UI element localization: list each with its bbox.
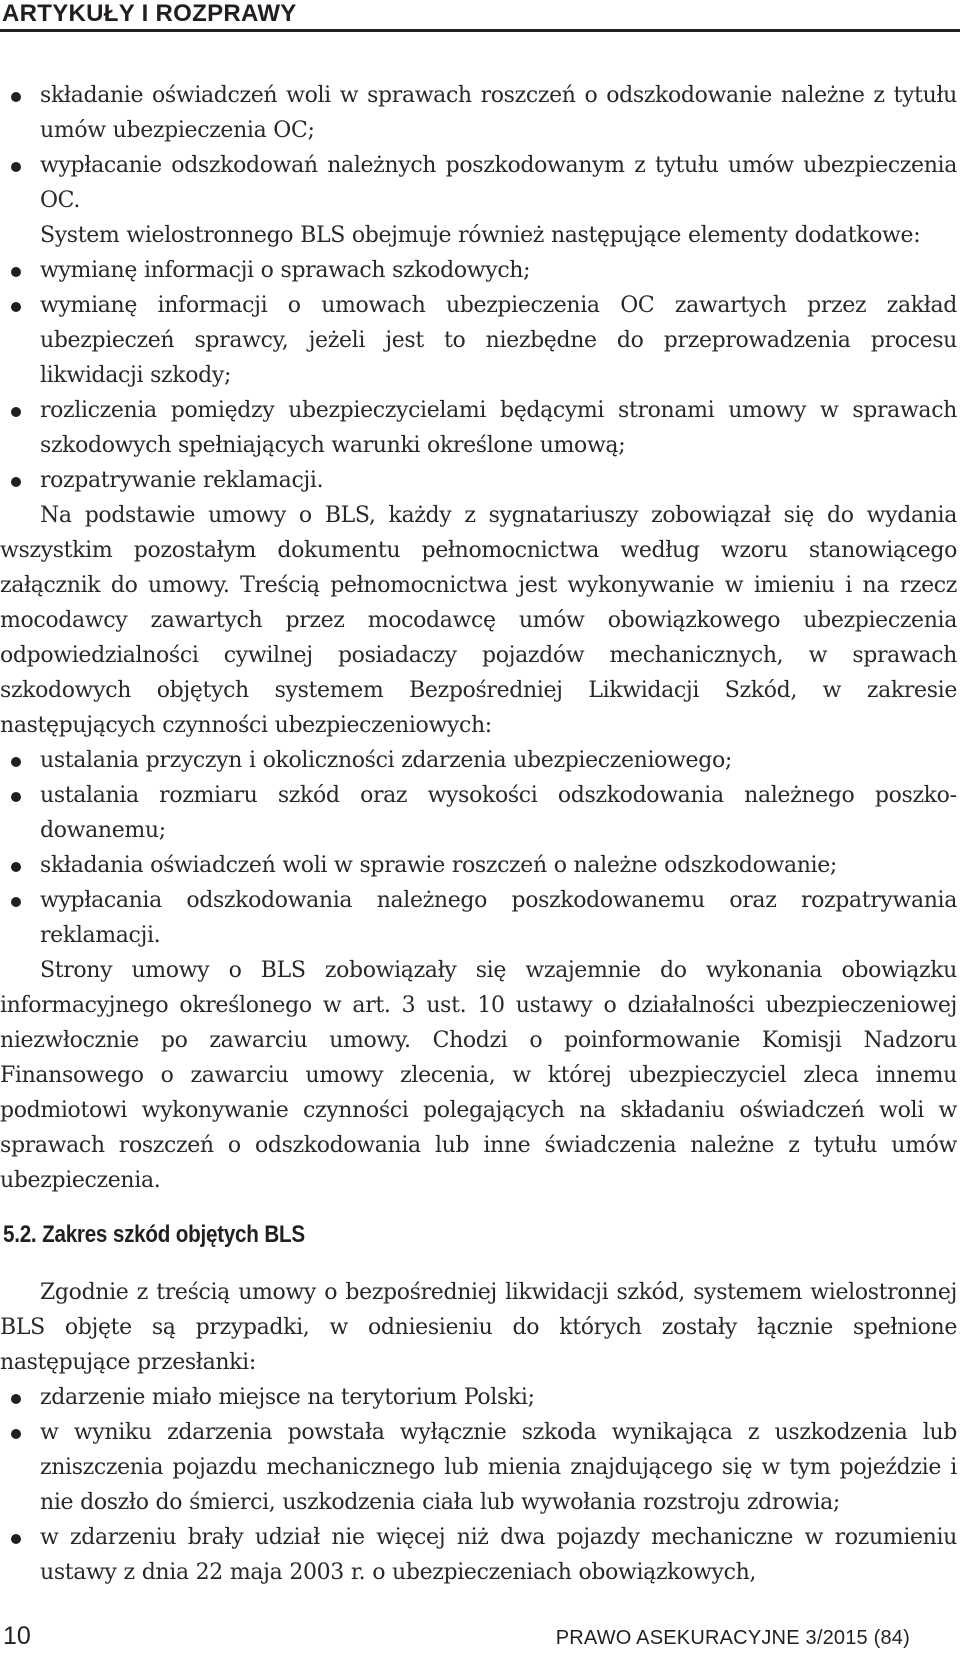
- list-item-text: rozpatrywanie reklamacji.: [40, 468, 324, 493]
- list-item: [0, 848, 957, 883]
- section-title: ARTYKUŁY I ROZPRAWY: [2, 0, 297, 27]
- list-item-text: wymianę informacji o sprawach szkodowych;: [40, 258, 531, 283]
- bullet-icon: [11, 1429, 21, 1439]
- header-rule: [0, 29, 960, 32]
- page-number: 10: [3, 1622, 31, 1650]
- bullet-icon: [11, 267, 21, 277]
- bullet-list-additional-elements: [0, 253, 957, 498]
- list-item-text: wypłacania odszkodowania należnego poszkodowanemu oraz rozpatrywania reklamacji.: [40, 888, 957, 948]
- list-item: [0, 78, 957, 148]
- paragraph: Strony umowy o BLS zobowiązały się wzajemnie do wykonania obowiązku informacyjnego określonego w art. 3 ust. 10 ustawy o działalności ubezpieczeniowej niezwłocznie po zawarciu umowy. Chodzi o poinformowanie Komisji Nadzoru Finansowego o zawarciu umowy zlecenia, w której ubezpieczyciel zleca innemu podmiotowi wykonywanie czynności polegających na składaniu oświadczeń woli w sprawach roszczeń o odszkodowania lub inne świadczenia należne z tytułu umów ubezpieczenia.: [0, 958, 957, 1193]
- page-header: [0, 0, 960, 34]
- paragraph: Na podstawie umowy o BLS, każdy z sygnatariuszy zobowiązał się do wydania wszystkim pozostałym dokumentu pełnomocnictwa według wzoru stanowiącego załącznik do umowy. Treścią pełnomocnictwa jest wykonywanie w imieniu i na rzecz mocodawcy zawartych przez mocodawcę umów obowiązkowego ubezpieczenia odpowiedzialności cywilnej posiadaczy pojazdów mechanicznych, w sprawach szkodowych objętych systemem Bezpośredniej Likwidacji Szkód, w zakresie następujących czynności ubezpieczeniowych:: [0, 503, 957, 738]
- list-item: [0, 393, 957, 463]
- list-item: [0, 288, 957, 393]
- list-item: [0, 778, 957, 848]
- bullet-icon: [11, 757, 21, 767]
- section-heading: 5.2. Zakres szkód objętych BLS: [3, 1221, 305, 1248]
- list-item: [0, 148, 957, 218]
- list-item-text: ustalania rozmiaru szkód oraz wysokości odszkodowania należnego poszkodowanemu;: [40, 783, 957, 843]
- paragraph: Zgodnie z treścią umowy o bezpośredniej likwidacji szkód, systemem wielostronnej BLS objęte są przypadki, w odniesieniu do których zostały łącznie spełnione następujące przesłanki:: [0, 1280, 957, 1375]
- list-item: [0, 1415, 957, 1520]
- list-item-text: składanie oświadczeń woli w sprawach roszczeń o odszkodowanie należne z tytułu umów ubezpieczenia OC;: [40, 83, 957, 143]
- bullet-icon: [11, 897, 21, 907]
- bullet-icon: [11, 92, 21, 102]
- bullet-icon: [11, 1394, 21, 1404]
- bullet-icon: [11, 477, 21, 487]
- list-item-text: w wyniku zdarzenia powstała wyłącznie szkoda wynikająca z uszkodzenia lub zniszczenia pojazdu mechanicznego lub mienia znajdującego się w tym pojeździe i nie doszło do śmierci, uszkodzenia ciała lub wywołania rozstroju zdrowia;: [40, 1420, 957, 1515]
- list-item-text: zdarzenie miało miejsce na terytorium Polski;: [40, 1385, 535, 1410]
- list-item-text: w zdarzeniu brały udział nie więcej niż dwa pojazdy mechaniczne w rozumieniu ustawy z dnia 22 maja 2003 r. o ubezpieczeniach obowiązkowych,: [40, 1525, 957, 1585]
- list-item: [0, 253, 957, 288]
- list-item-text: wymianę informacji o umowach ubezpieczenia OC zawartych przez zakład ubezpieczeń sprawcy, jeżeli jest to niezbędne do przeprowadzenia procesu likwidacji szkody;: [40, 293, 957, 388]
- bullet-icon: [11, 302, 21, 312]
- article-body: [0, 78, 957, 1590]
- list-item: [0, 743, 957, 778]
- bullet-icon: [11, 1534, 21, 1544]
- bullet-list-claims: [0, 78, 957, 218]
- list-item: [0, 1520, 957, 1590]
- bullet-icon: [11, 862, 21, 872]
- list-item-text: rozliczenia pomiędzy ubezpieczycielami będącymi stronami umowy w sprawach szkodowych spełniających warunki określone umową;: [40, 398, 957, 458]
- list-item: [0, 883, 957, 953]
- list-item-text: wypłacanie odszkodowań należnych poszkodowanym z tytułu umów ubezpieczenia OC.: [40, 153, 957, 213]
- bullet-icon: [11, 162, 21, 172]
- list-item: [0, 463, 957, 498]
- bullet-icon: [11, 407, 21, 417]
- bullet-list-insurance-activities: [0, 743, 957, 953]
- paragraph: System wielostronnego BLS obejmuje również następujące elementy dodatkowe:: [40, 223, 921, 248]
- bullet-list-conditions: [0, 1380, 957, 1590]
- journal-name: PRAWO ASEKURACYJNE 3/2015 (84): [555, 1627, 910, 1649]
- bullet-icon: [11, 792, 21, 802]
- list-item: [0, 1380, 957, 1415]
- list-item-text: ustalania przyczyn i okoliczności zdarzenia ubezpieczeniowego;: [40, 748, 732, 773]
- list-item-text: składania oświadczeń woli w sprawie roszczeń o należne odszkodowanie;: [40, 853, 837, 878]
